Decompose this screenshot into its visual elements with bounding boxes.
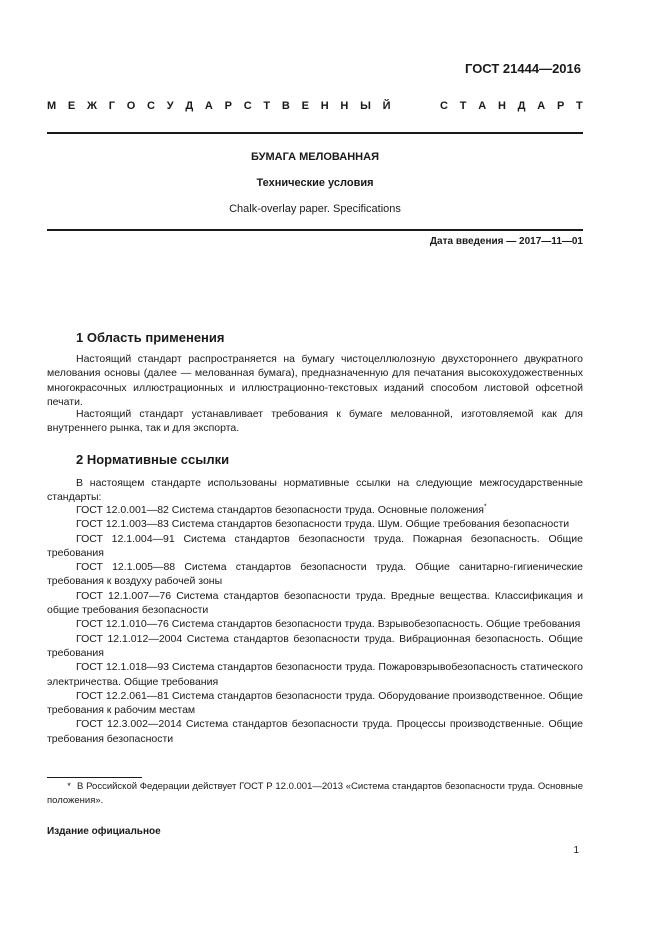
- reference-item: [47, 632, 583, 661]
- title-rule: [47, 229, 583, 231]
- normative-references-list: [47, 503, 583, 746]
- reference-text: ГОСТ 12.1.003—83 Система стандартов безопасности труда. Шум. Общие требования безопасности: [76, 518, 570, 531]
- section-2-intro: [47, 476, 583, 505]
- reference-text: ГОСТ 12.3.002—2014 Система стандартов безопасности труда. Процессы производственные. Общие требования безопасности: [47, 718, 583, 745]
- banner-letter: Д: [517, 100, 526, 112]
- banner-letter: Н: [320, 100, 329, 112]
- banner-letter: Н: [497, 100, 506, 112]
- banner-letter: С: [440, 100, 448, 112]
- banner-letter: В: [281, 100, 290, 112]
- banner-letter: С: [243, 100, 252, 112]
- section-2-intro-text: В настоящем стандарте использованы нормативные ссылки на следующие межгосударственные стандарты:: [47, 477, 583, 504]
- banner-letter: Т: [263, 100, 271, 112]
- reference-text: ГОСТ 12.1.007—76 Система стандартов безопасности труда. Вредные вещества. Классификация и общие требования безопасности: [47, 589, 583, 617]
- banner-letter: Н: [340, 100, 349, 112]
- page-number: 1: [573, 845, 579, 856]
- banner-letter: Е: [301, 100, 309, 112]
- reference-text: ГОСТ 12.1.004—91 Система стандартов безопасности труда. Пожарная безопасность. Общие требования: [47, 532, 583, 559]
- reference-text: ГОСТ 12.1.012—2004 Система стандартов безопасности труда. Вибрационная безопасность. Общие требования: [47, 632, 583, 659]
- footnote-text: В Российской Федерации действует ГОСТ Р 12.0.001—2013 «Система стандартов безопасности труда. Основные положения».: [47, 781, 583, 806]
- banner-letter: А: [478, 100, 487, 112]
- banner-letter: С: [147, 100, 155, 112]
- banner-letter: О: [126, 100, 136, 112]
- section-1-heading: [76, 330, 225, 345]
- english-title: Chalk-overlay paper. Specifications: [229, 203, 401, 215]
- section-2-heading-text: 2 Нормативные ссылки: [76, 452, 230, 467]
- footnote: [47, 780, 583, 808]
- introduction-date: Дата введения — 2017—11—01: [429, 236, 583, 247]
- reference-item: [47, 589, 583, 618]
- footnote-rule: [47, 777, 142, 778]
- reference-item: [47, 532, 583, 561]
- banner-letter: М: [47, 100, 57, 112]
- header-rule: [47, 132, 583, 134]
- banner-letter: А: [204, 100, 213, 112]
- banner-letter: Й: [382, 100, 391, 112]
- document-subtitle: Технические условия: [256, 177, 374, 189]
- reference-text: ГОСТ 12.1.005—88 Система стандартов безопасности труда. Общие санитарно-гигиенические требования к воздуху рабочей зоны: [47, 561, 583, 588]
- reference-item: [47, 560, 583, 589]
- banner-letter: А: [537, 100, 546, 112]
- reference-item: [47, 617, 583, 631]
- banner-letter: Р: [556, 100, 565, 112]
- banner-letter: Ы: [360, 100, 371, 112]
- section-2-heading: [76, 452, 229, 467]
- section-1-paragraph-text: Настоящий стандарт устанавливает требования к бумаге мелованной, изготовляемой как для внутреннего рынка, так и для экспорта.: [47, 408, 583, 435]
- official-edition-label: Издание официальное: [47, 826, 161, 837]
- document-title: БУМАГА МЕЛОВАННАЯ: [251, 151, 379, 163]
- section-1-paragraph-text: Настоящий стандарт распространяется на бумагу чистоцеллюлозную двухстороннего двукратного мелования основы (далее — мелованная бумага), предназначенную для печатания высокохудожественных многокрасочных иллюстрационных и иллюстрационно-текстовых изданий способом листовой офсетной печати.: [47, 353, 583, 408]
- reference-text: ГОСТ 12.2.061—81 Система стандартов безопасности труда. Оборудование производственное. Общие требования к рабочим местам: [47, 689, 583, 717]
- banner-letter: У: [166, 100, 174, 112]
- banner-word-gap: [402, 100, 428, 112]
- banner-letter: Ж: [87, 100, 97, 112]
- banner-letter: Д: [185, 100, 194, 112]
- reference-item: [47, 660, 583, 689]
- section-1-paragraph: [47, 407, 583, 436]
- reference-item: [47, 717, 583, 746]
- interstate-standard-banner: [47, 100, 583, 112]
- banner-letter: Т: [576, 100, 583, 112]
- banner-letter: Г: [108, 100, 115, 112]
- reference-text: ГОСТ 12.1.018—93 Система стандартов безопасности труда. Пожаровзрывобезопасность статического электричества. Общие требования: [47, 661, 583, 688]
- reference-text: ГОСТ 12.0.001—82 Система стандартов безопасности труда. Основные положения: [76, 504, 484, 516]
- reference-item: [47, 517, 583, 531]
- section-1-heading-text: 1 Область применения: [76, 330, 225, 345]
- section-1-paragraph: [47, 352, 583, 409]
- standard-code: ГОСТ 21444—2016: [465, 61, 581, 76]
- banner-letter: Р: [224, 100, 232, 112]
- reference-item: [47, 689, 583, 718]
- footnote-mark: *: [483, 503, 487, 511]
- banner-letter: Е: [67, 100, 76, 112]
- footnote-mark: *: [67, 781, 71, 792]
- reference-text: ГОСТ 12.1.010—76 Система стандартов безопасности труда. Взрывобезопасность. Общие требования: [76, 618, 581, 631]
- banner-letter: Т: [459, 100, 467, 112]
- reference-item: [47, 503, 583, 517]
